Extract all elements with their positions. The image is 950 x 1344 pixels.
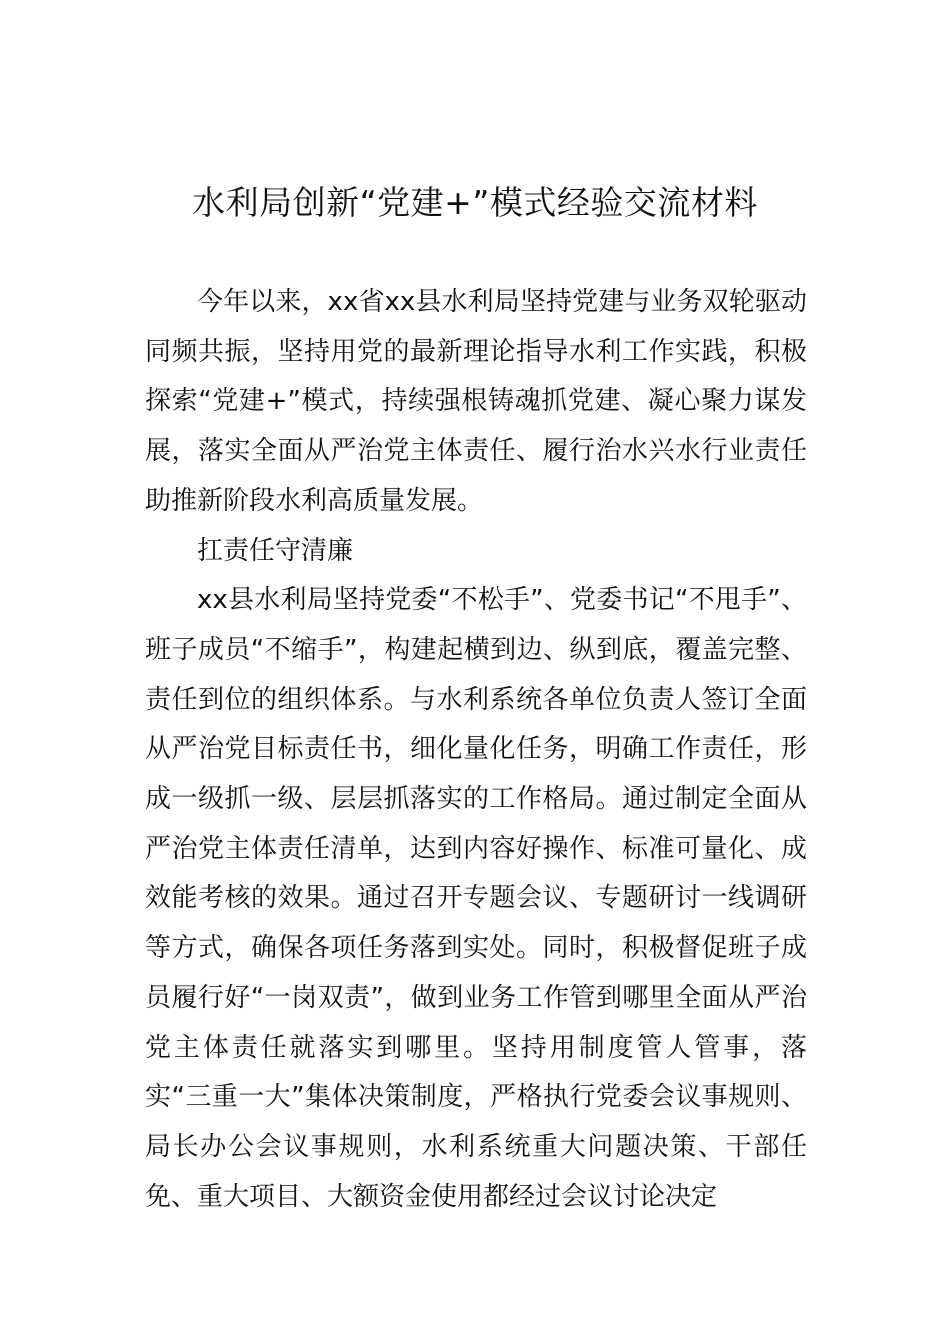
document-body <box>145 278 807 1222</box>
intro-paragraph: 今年以来，xx省xx县水利局坚持党建与业务双轮驱动同频共振，坚持用党的最新理论指导水利工作实践，积极探索“党建+”模式，持续强根铸魂抓党建、凝心聚力谋发展，落实全面从严治党主体责任、履行治水兴水行业责任助推新阶段水利高质量发展。 <box>145 287 807 516</box>
document-title: 水利局创新“党建+”模式经验交流材料 <box>192 183 758 222</box>
section-paragraph: xx县水利局坚持党委“不松手”、党委书记“不甩手”、班子成员“不缩手”，构建起横到边、纵到底，覆盖完整、责任到位的组织体系。与水利系统各单位负责人签订全面从严治党目标责任书，细化量化任务，明确工作责任，形成一级抓一级、层层抓落实的工作格局。通过制定全面从严治党主体责任清单，达到内容好操作、标准可量化、成效能考核的效果。通过召开专题会议、专题研讨一线调研等方式，确保各项任务落到实处。同时，积极督促班子成员履行好“一岗双责”，做到业务工作管到哪里全面从严治党主体责任就落实到哪里。坚持用制度管人管事，落实“三重一大”集体决策制度，严格执行党委会议事规则、局长办公会议事规则，水利系统重大问题决策、干部任免、重大项目、大额资金使用都经过会议讨论决定 <box>145 585 807 1212</box>
section-heading: 扛责任守清廉 <box>197 535 354 566</box>
